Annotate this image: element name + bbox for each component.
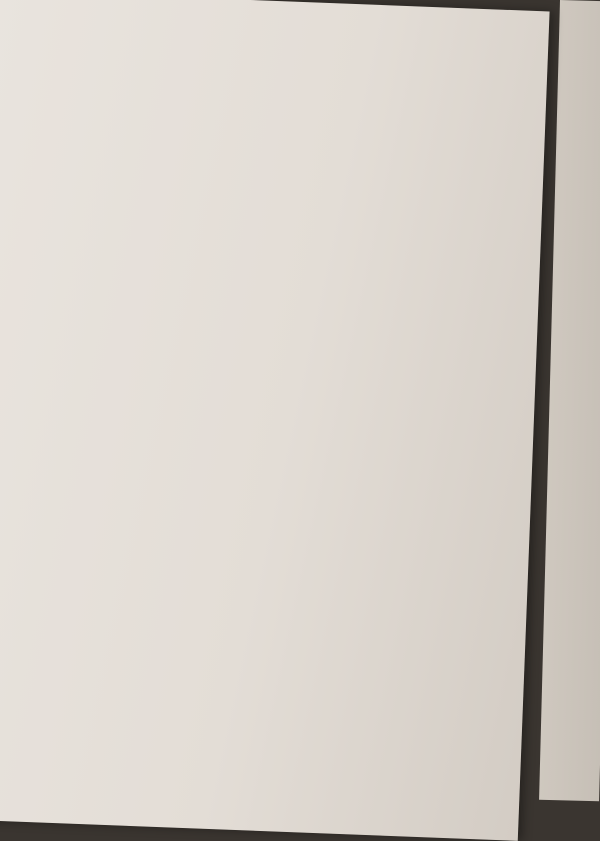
- entry-mastoid-lateral: [7, 27, 527, 47]
- adjacent-page: [539, 0, 600, 801]
- page-body: [7, 0, 528, 47]
- entry-sphenoid-sinus: [7, 27, 527, 47]
- section-header: [17, 27, 527, 47]
- intro-paragraph: [69, 29, 539, 47]
- entry-cervical-spine: [7, 27, 527, 47]
- entry-maxillary-sinus: [7, 27, 527, 47]
- page-header: [37, 28, 527, 47]
- entry-ap-lumbar-pelvis: [7, 27, 527, 47]
- entry-chest-ap: [7, 27, 527, 47]
- adjacent-page-text: [564, 0, 600, 1]
- entry-chest-lateral: [7, 27, 527, 47]
- entry-lumbar-sacrum-lateral: [7, 27, 527, 47]
- entry-frontal-sinus: [7, 27, 527, 47]
- entry-lateral-sinus: [7, 27, 527, 47]
- entry-depth-measurement: [7, 27, 527, 47]
